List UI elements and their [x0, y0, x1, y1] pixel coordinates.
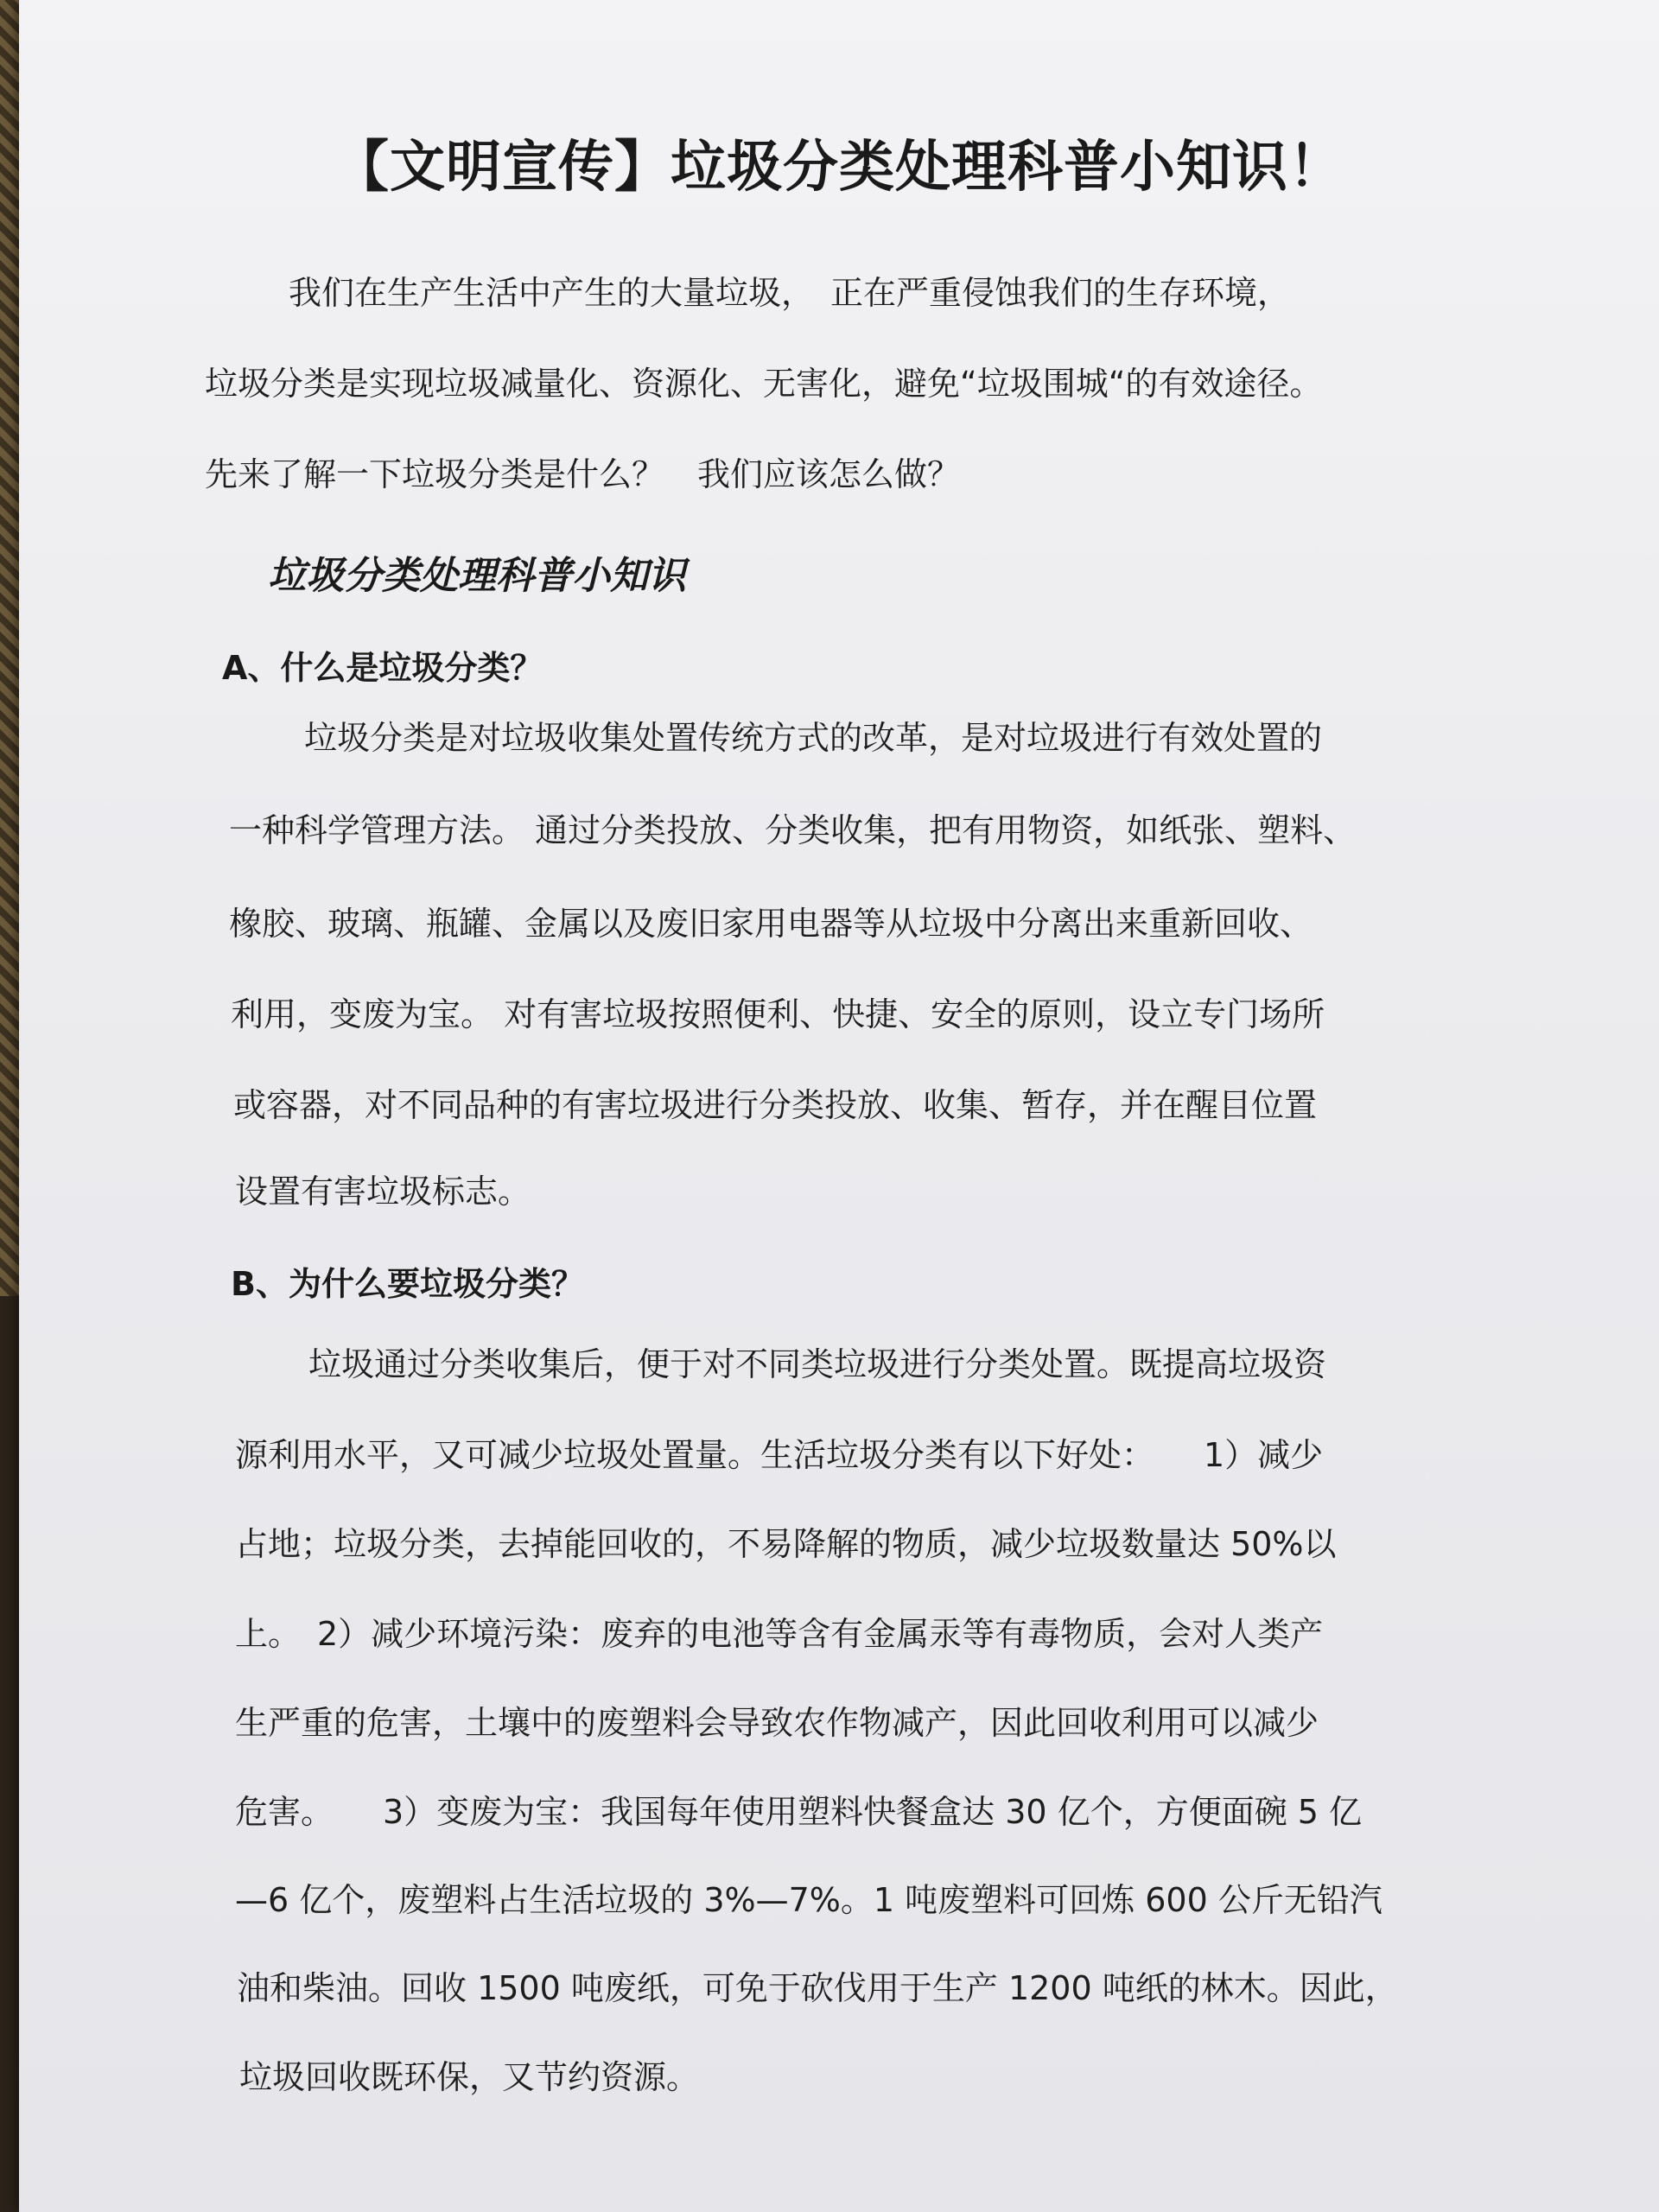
section-b-heading: B、为什么要垃圾分类？: [231, 1265, 584, 1303]
intro-line-2: 垃圾分类是实现垃圾减量化、资源化、无害化，避免“垃圾围城“的有效途径。: [205, 365, 1323, 403]
section-a-line-4: 利用，变废为宝。 对有害垃圾按照便利、快捷、安全的原则，设立专门场所: [231, 995, 1325, 1033]
section-b-line-4: 上。 2）减少环境污染：废弃的电池等含有金属汞等有毒物质，会对人类产: [235, 1615, 1324, 1653]
section-a-line-5: 或容器，对不同品种的有害垃圾进行分类投放、收集、暂存，并在醒目位置: [233, 1086, 1318, 1124]
section-a-line-1: 垃圾分类是对垃圾收集处置传统方式的改革，是对垃圾进行有效处置的: [304, 719, 1323, 757]
paper-sheet: [19, 0, 1659, 2212]
section-heading: 垃圾分类处理科普小知识: [268, 554, 686, 598]
section-b-line-3: 占地；垃圾分类，去掉能回收的，不易降解的物质，减少垃圾数量达 50%以: [235, 1525, 1337, 1563]
section-a-line-6: 设置有害垃圾标志。: [235, 1173, 531, 1211]
section-b-line-6: 危害。 3）变废为宝：我国每年使用塑料快餐盒达 30 亿个，方便面碗 5 亿: [235, 1793, 1363, 1831]
intro-line-3: 先来了解一下垃圾分类是什么？ 我们应该怎么做？: [205, 455, 961, 493]
section-a-line-2: 一种科学管理方法。 通过分类投放、分类收集，把有用物资，如纸张、塑料、: [229, 811, 1357, 849]
section-b-line-8: 油和柴油。回收 1500 吨废纸，可免于砍伐用于生产 1200 吨纸的林木。因此，: [237, 1969, 1398, 2007]
section-b-line-9: 垃圾回收既环保，又节约资源。: [239, 2058, 700, 2096]
section-b-line-7: —6 亿个，废塑料占生活垃圾的 3%—7%。1 吨废塑料可回炼 600 公斤无铅汽: [235, 1881, 1382, 1919]
section-a-heading: A、什么是垃圾分类？: [222, 649, 543, 687]
section-b-line-1: 垃圾通过分类收集后，便于对不同类垃圾进行分类处置。既提高垃圾资: [308, 1345, 1327, 1383]
document-title: 【文明宣传】垃圾分类处理科普小知识！: [334, 135, 1344, 200]
section-a-line-3: 橡胶、玻璃、瓶罐、金属以及废旧家用电器等从垃圾中分离出来重新回收、: [229, 905, 1313, 943]
section-b-line-2: 源利用水平，又可减少垃圾处置量。生活垃圾分类有以下好处： 1）减少: [235, 1436, 1324, 1474]
intro-line-1: 我们在生产生活中产生的大量垃圾， 正在严重侵蚀我们的生存环境，: [289, 274, 1291, 312]
section-b-line-5: 生严重的危害，土壤中的废塑料会导致农作物减产，因此回收利用可以减少: [235, 1704, 1319, 1742]
